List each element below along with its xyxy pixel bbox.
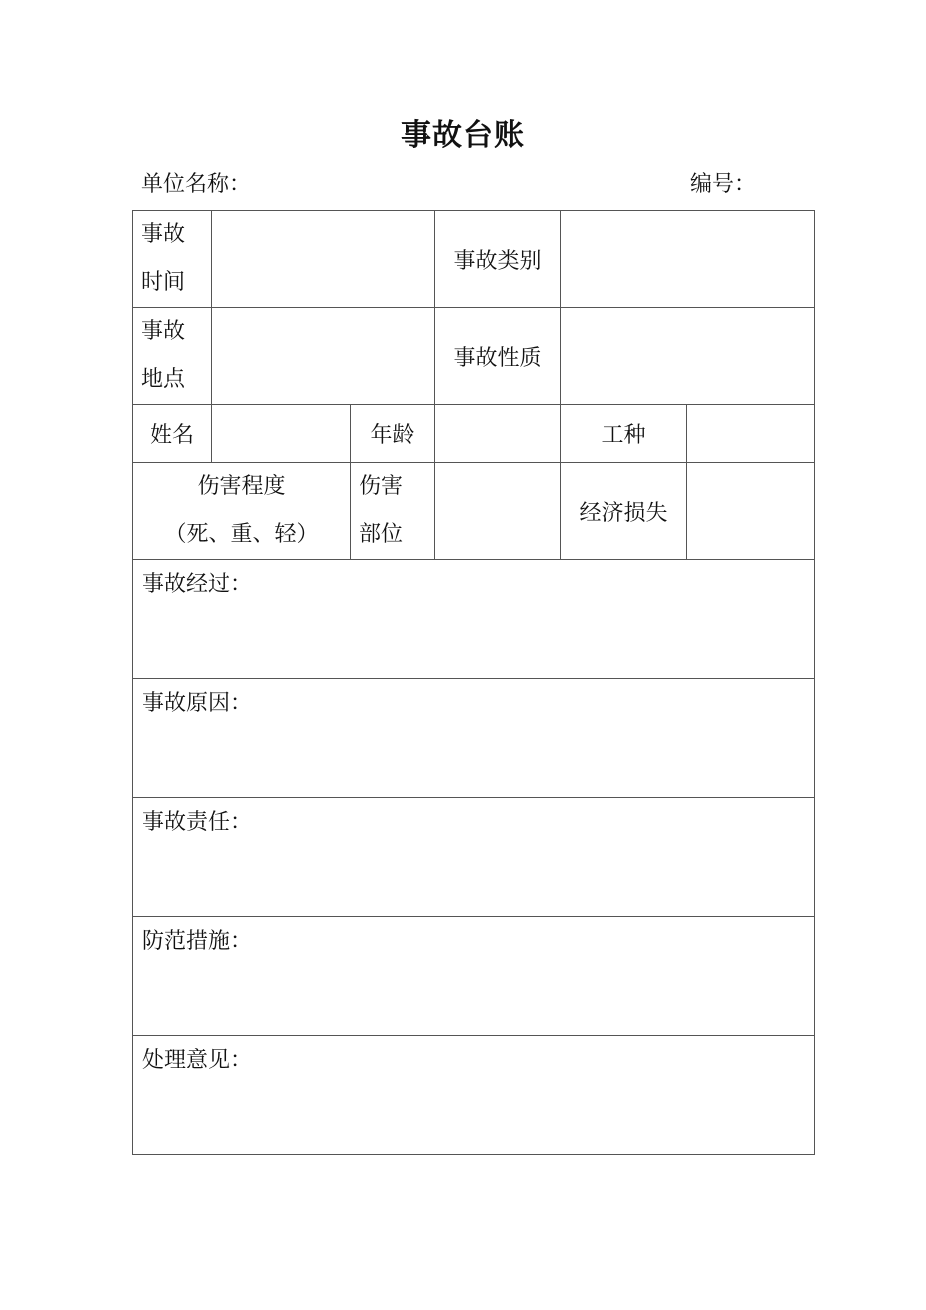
accident-responsibility-section[interactable] <box>133 798 815 917</box>
accident-category-label: 事故类别 <box>435 211 561 308</box>
accident-responsibility-label: 事故责任： <box>142 810 253 835</box>
table-row <box>133 679 815 798</box>
accident-time-field[interactable] <box>212 211 435 308</box>
accident-nature-field[interactable] <box>561 308 815 405</box>
injury-part-field[interactable] <box>435 463 561 560</box>
table-row <box>133 798 815 917</box>
table-row <box>133 560 815 679</box>
handling-opinion-label: 处理意见： <box>142 1048 253 1073</box>
accident-cause-label: 事故原因： <box>142 691 253 716</box>
table-row <box>133 1036 815 1155</box>
age-field[interactable] <box>435 405 561 463</box>
economic-loss-label: 经济损失 <box>561 463 687 560</box>
accident-ledger-table <box>132 210 815 1155</box>
name-field[interactable] <box>212 405 351 463</box>
name-label: 姓名 <box>133 405 212 463</box>
age-label: 年龄 <box>351 405 435 463</box>
table-row <box>133 308 815 405</box>
table-row <box>133 463 815 560</box>
accident-process-section[interactable] <box>133 560 815 679</box>
job-type-field[interactable] <box>687 405 815 463</box>
economic-loss-field[interactable] <box>687 463 815 560</box>
prevention-measures-section[interactable] <box>133 917 815 1036</box>
number-label: 编号： <box>690 172 757 197</box>
page-title: 事故台账 <box>401 118 525 153</box>
handling-opinion-section[interactable] <box>133 1036 815 1155</box>
accident-cause-section[interactable] <box>133 679 815 798</box>
job-type-label: 工种 <box>561 405 687 463</box>
accident-place-label: 事故 地点 <box>133 308 212 405</box>
table-row <box>133 405 815 463</box>
injury-degree-label: 伤害程度 （死、重、轻） <box>133 463 351 560</box>
prevention-measures-label: 防范措施： <box>142 929 253 954</box>
accident-process-label: 事故经过： <box>142 572 253 597</box>
unit-name-label: 单位名称： <box>141 172 252 197</box>
table-row <box>133 211 815 308</box>
accident-time-label: 事故 时间 <box>133 211 212 308</box>
table-row <box>133 917 815 1036</box>
accident-nature-label: 事故性质 <box>435 308 561 405</box>
accident-place-field[interactable] <box>212 308 435 405</box>
accident-category-field[interactable] <box>561 211 815 308</box>
injury-part-label: 伤害 部位 <box>351 463 435 560</box>
